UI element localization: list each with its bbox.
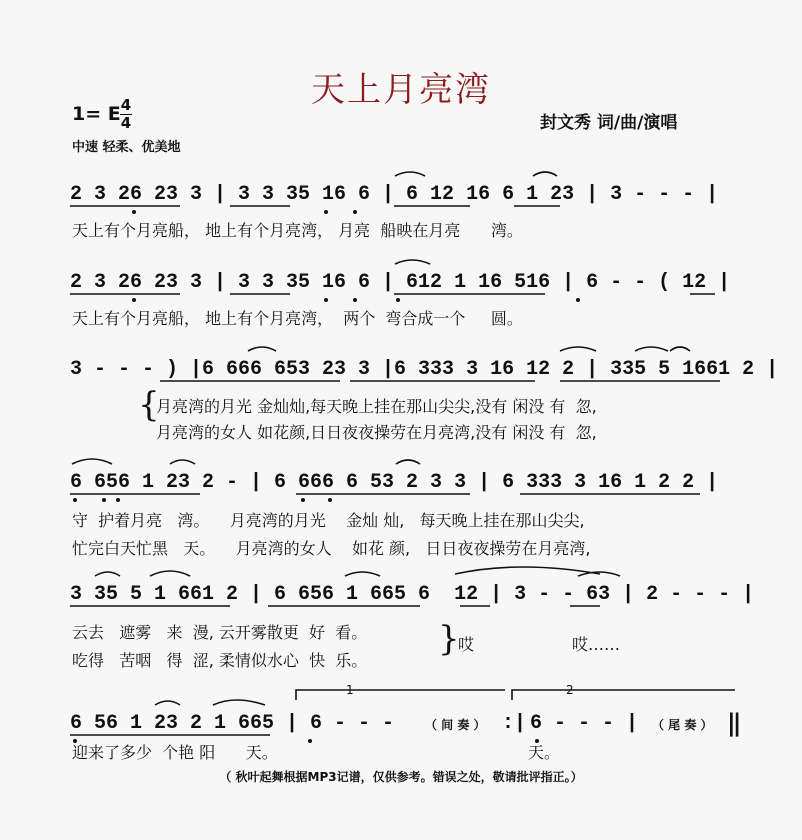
- notation-row-5: 3 35 5 1 661 2 | 6 656 1 665 6 12 | 3 - - 63 | 2 - - - |: [70, 583, 755, 606]
- lyric-row-5-ai-2: 哎……: [572, 635, 621, 654]
- time-signature: [120, 98, 132, 131]
- notation-row-6-ending-2: 6 - - - |: [530, 712, 639, 735]
- lyric-row-4-verse-1: 守 护着月亮 湾。 月亮湾的月光 金灿 灿, 每天晚上挂在那山尖尖,: [72, 511, 585, 530]
- notation-row-6: 6 56 1 23 2 1 665 | 6 - - -: [70, 712, 395, 735]
- lyric-row-4-verse-2: 忙完白天忙黑 天。 月亮湾的女人 如花 颜, 日日夜夜操劳在月亮湾,: [72, 539, 591, 558]
- outro-label: （ 尾 奏 ）: [652, 718, 713, 732]
- key-signature: 1= E: [72, 103, 121, 125]
- lyric-row-2: 天上有个月亮船， 地上有个月亮湾， 两个 弯合成一个 圆。: [72, 309, 523, 328]
- meter-bottom: 4: [120, 114, 132, 132]
- lyric-row-3-verse-2: 月亮湾的女人 如花颜,日日夜夜操劳在月亮湾,没有 闲没 有 忽,: [156, 423, 597, 442]
- verse-brace-1: {: [138, 385, 160, 425]
- interlude-label: （ 间 奏 ）: [425, 718, 486, 732]
- lyric-row-3-verse-1: 月亮湾的月光 金灿灿,每天晚上挂在那山尖尖,没有 闲没 有 忽,: [156, 397, 597, 416]
- page-title: 天上月亮湾: [311, 70, 491, 110]
- credits: 封文秀 词/曲/演唱: [540, 113, 678, 133]
- notation-row-2: 2 3 26 23 3 | 3 3 35 16 6 | 612 1 16 516 | 6 - - ( 12 |: [70, 271, 731, 294]
- notation-row-3: 3 - - - ) |6 666 653 23 3 |6 333 3 16 12 2 | 335 5 1661 2 |: [70, 358, 779, 381]
- footer-note: （ 秋叶起舞根据MP3记谱，仅供参考。错误之处，敬请批评指正。）: [219, 770, 583, 784]
- lyric-row-5-verse-1: 云去 遮雾 来 漫, 云开雾散更 好 看。: [72, 623, 368, 642]
- lyric-row-5-verse-2: 吃得 苦咽 得 涩, 柔情似水心 快 乐。: [72, 651, 368, 670]
- meter-top: 4: [120, 96, 132, 114]
- closing-brace: }: [438, 619, 460, 659]
- notation-row-1: 2 3 26 23 3 | 3 3 35 16 6 | 6 12 16 6 1 23 | 3 - - - |: [70, 183, 719, 206]
- lyric-row-5-ai-1: 哎: [458, 635, 475, 654]
- ending-2-label: 2: [566, 683, 574, 697]
- repeat-sign: :|: [502, 712, 527, 735]
- tempo-marking: 中速 轻柔、优美地: [72, 140, 181, 155]
- final-barline: ‖: [727, 712, 742, 739]
- notation-row-4: 6 656 1 23 2 - | 6 666 6 53 2 3 3 | 6 333 3 16 1 2 2 |: [70, 471, 719, 494]
- lyric-row-6-ending-2: 天。: [528, 743, 561, 762]
- ending-1-label: 1: [346, 683, 354, 697]
- lyric-row-6: 迎来了多少 个艳 阳 天。: [72, 743, 278, 762]
- lyric-row-1: 天上有个月亮船， 地上有个月亮湾， 月亮 船映在月亮 湾。: [72, 221, 523, 240]
